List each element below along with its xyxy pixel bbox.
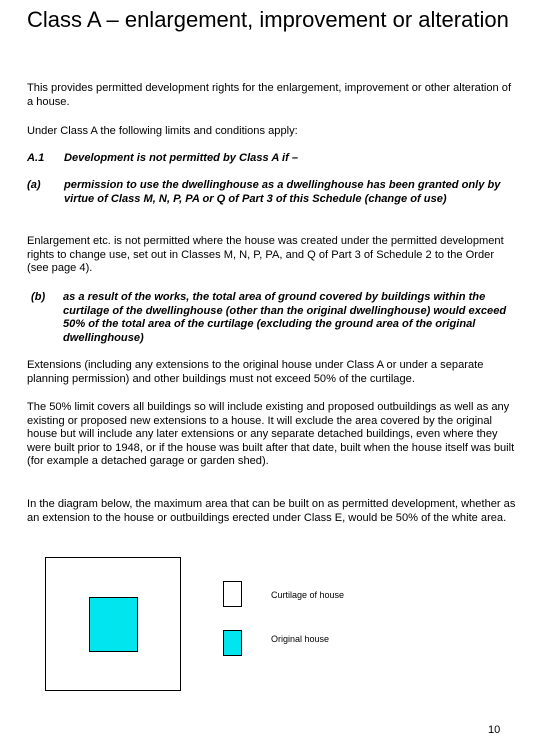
- page-title: Class A – enlargement, improvement or alteration: [27, 7, 509, 32]
- intro-paragraph: This provides permitted development rights for the enlargement, improvement or other alteration of a house.: [27, 82, 512, 108]
- original-house-diagram-inner: [89, 597, 138, 652]
- curtilage-legend-label: Curtilage of house: [271, 590, 345, 600]
- original-house-legend-swatch: [223, 630, 242, 656]
- clause-b-label: (b): [31, 291, 46, 303]
- clause-a1-text: Development is not permitted by Class A if –: [64, 152, 299, 164]
- extensions-paragraph: Extensions (including any extensions to the original house under Class A or under a separate planning permission) and other buildings must not exceed 50% of the curtilage.: [27, 359, 484, 385]
- clause-b-text: as a result of the works, the total area of ground covered by buildings within the curtilage of the dwellinghouse (other than the original dwellinghouse) would exceed 50% of the total area of the curtilage (excluding the ground area of the original dwellinghouse): [63, 291, 507, 344]
- original-house-legend-label: Original house: [271, 634, 330, 644]
- clause-a: [27, 179, 517, 221]
- diagram-intro-paragraph: In the diagram below, the maximum area that can be built on as permitted development, whether as an extension to the house or outbuildings erected under Class E, would be 50% of the white area.: [27, 498, 516, 524]
- fifty-percent-paragraph: The 50% limit covers all buildings so will include existing and proposed outbuildings as well as any existing or proposed new extensions to a house. It will exclude the area covered by the original house but will include any later extensions or any separate detached buildings, even where they were built prior to 1948, or if the house was built after that date, built when the house itself was built (for example a detached garage or garden shed).: [27, 401, 515, 468]
- curtilage-legend-swatch: [223, 581, 242, 607]
- clause-a-text: permission to use the dwellinghouse as a dwellinghouse has been granted only by virtue of Class M, N, P, PA or Q of Part 3 of this Schedule (change of use): [64, 179, 501, 205]
- change-of-use-paragraph: Enlargement etc. is not permitted where the house was created under the permitted development rights to change use, set out in Classes M, N, P, PA, and Q of Part 3 of Schedule 2 to the Order (see page 4).: [27, 235, 504, 275]
- page-number: 10: [488, 724, 501, 736]
- clause-a1: [27, 152, 517, 166]
- limits-intro: Under Class A the following limits and conditions apply:: [27, 125, 298, 137]
- clause-a1-label: A.1: [27, 152, 45, 164]
- clause-b: [31, 291, 521, 347]
- clause-a-label: (a): [27, 179, 41, 191]
